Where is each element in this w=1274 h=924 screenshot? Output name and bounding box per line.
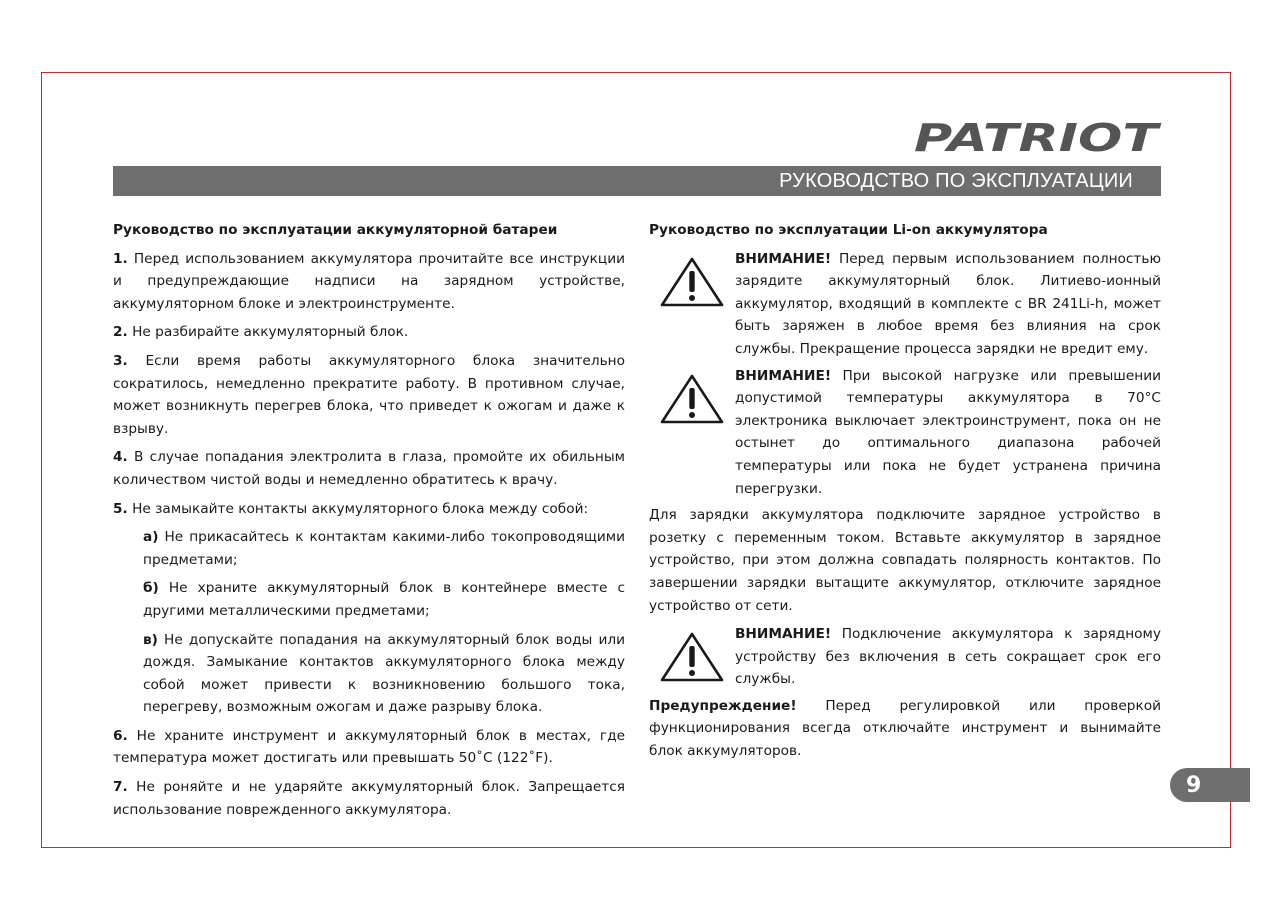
warning-block [649,248,1161,361]
item-number: 3. [113,352,128,369]
item-number: 2. [113,324,128,341]
page-number: 9 [1186,773,1202,798]
right-column [649,219,1161,769]
sub-item [143,577,625,622]
warning-icon [659,373,725,425]
item-number: 4. [113,449,128,466]
sub-item-label: б) [143,580,159,597]
warning-icon [659,256,725,308]
sub-item-text: Не прикасайтесь к контактам какими-либо токопроводящими предметами; [143,529,625,568]
list-item [113,446,625,491]
item-text: Не храните инструмент и аккумуляторный блок в местах, где температура может достигать или превышать 50˚C (122˚F). [113,727,625,767]
sub-item-label: в) [143,631,158,648]
list-item [113,725,625,770]
list-item [113,248,625,316]
item-number: 1. [113,250,128,267]
item-number: 6. [113,727,128,744]
list-item [113,321,625,344]
warning-text [735,248,1161,361]
item-text: Не замыкайте контакты аккумуляторного блока между собой: [127,500,589,517]
warning-text [735,623,1161,691]
sub-item [143,526,625,571]
warning-body: Перед первым использованием полностью зарядите аккумуляторный блок. Литиево-ионный аккумулятор, входящий в комплекте с BR 241Li-h, может быть заряжен в любое время без влияния на срок службы. Прекращение процесса зарядки не вредит ему. [735,250,1161,357]
page-number-tab [1170,768,1250,802]
list-item [113,350,625,440]
sub-item [143,629,625,719]
warning-label: ВНИМАНИЕ! [735,626,832,643]
sub-item-text: Не храните аккумуляторный блок в контейнере вместе с другими металлическими предметами; [143,580,625,619]
item-text: Перед использованием аккумулятора прочитайте все инструкции и предупреждающие надписи на зарядном устройстве, аккумуляторном блоке и электроинструменте. [113,250,625,312]
warning-body: При высокой нагрузке или превышении допустимой температуры аккумулятора в 70°C электроника выключает электроинструмент, пока он не остынет до оптимального диапазона рабочей температуры или пока не будет устранена причина перегрузки. [735,367,1161,497]
item-text: В случае попадания электролита в глаза, промойте их обильным количеством чистой воды и немедленно обратитесь к врачу. [113,449,625,488]
warning-block [649,365,1161,501]
warning-body: Подключение аккумулятора к зарядному устройству без включения в сеть сокращает срок его службы. [735,626,1161,688]
notice-text: Перед регулировкой или проверкой функционирования всегда отключайте инструмент и вынимайте блок аккумуляторов. [649,697,1161,760]
sub-item-label: а) [143,529,159,546]
warning-label: ВНИМАНИЕ! [735,367,832,384]
left-column [113,219,625,827]
brand-logo [910,116,1162,158]
item-number: 7. [113,779,128,796]
warning-block [649,623,1161,691]
warning-icon [659,631,725,683]
list-item [113,498,625,521]
header-title: РУКОВОДСТВО ПО ЭКСПЛУАТАЦИИ [779,170,1133,192]
warning-label: ВНИМАНИЕ! [735,250,832,267]
brand-logo-text: PATRIOT [914,116,1162,158]
warning-text [735,365,1161,501]
item-text: Если время работы аккумуляторного блока значительно сократилось, немедленно прекратите работу. В противном случае, может возникнуть перегрев блока, что приведет к ожогам и даже к взрыву. [113,352,625,437]
notice-paragraph [649,695,1161,763]
header-bar [113,166,1161,196]
charging-paragraph: Для зарядки аккумулятора подключите зарядное устройство в розетку с переменным током. Вставьте аккумулятор в зарядное устройство, при этом должна совпадать полярность контактов. По завершении зарядки вытащите аккумулятор, отключите зарядное устройство от сети. [649,507,1161,614]
item-text: Не разбирайте аккумуляторный блок. [127,324,409,341]
list-item [113,776,625,821]
item-text: Не роняйте и не ударяйте аккумуляторный блок. Запрещается использование поврежденного аккумулятора. [113,779,625,818]
sub-item-text: Не допускайте попадания на аккумуляторный блок воды или дождя. Замыкание контактов аккумуляторного блока между собой может привести к возникновению большого тока, перегреву, возможным ожогам и даже разрыву блока. [143,631,625,716]
right-heading: Руководство по эксплуатации Li-on аккумулятора [649,222,1048,238]
notice-label: Предупреждение! [649,697,797,714]
left-heading: Руководство по эксплуатации аккумуляторной батареи [113,222,558,238]
item-number: 5. [113,500,128,517]
